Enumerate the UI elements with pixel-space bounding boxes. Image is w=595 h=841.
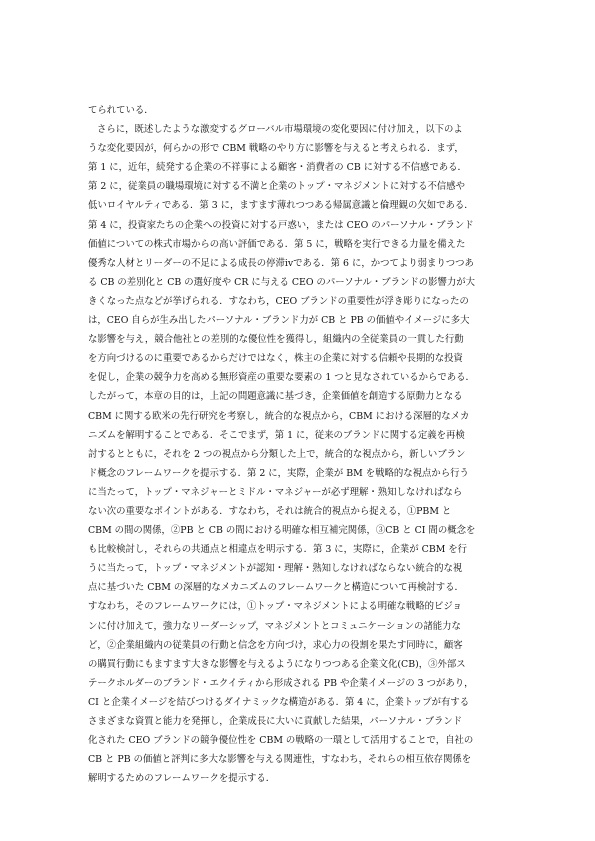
text-line: を促し，企業の競争力を高める無形資産の重要な要素の 1 つと見なされているからである． (88, 372, 475, 384)
text-line: CBM の間の関係，②PB と CB の間における明確な相互補完関係，③CB と CI 間の概念を (88, 525, 476, 537)
text-line: 討するとともに，それを 2 つの視点から分類した上で，統合的な視点から，新しいブラン (88, 448, 466, 460)
text-line: ンに付け加えて，強力なリーダーシップ，マネジメントとコミュニケーションの諸能力な (88, 620, 461, 632)
text-line: も比較検討し，それらの共通点と相違点を明示する．第 3 に，実際に，企業が CBM を行 (88, 544, 468, 556)
text-line: 解明するためのフレームワークを提示する． (88, 773, 276, 785)
text-line: る CB の差別化と CB の選好度や CR に与える CEO のパーソナル・ブランドの影響力が大 (88, 276, 476, 288)
text-line: きくなった点などが挙げられる．すなわち，CEO ブランドの重要性が浮き彫りになったの (88, 295, 469, 307)
text-line: 点に基づいた CBM の深層的なメカニズムのフレームワークと構造について再検討する． (88, 582, 464, 594)
text-line: に当たって，トップ・マネジャーとミドル・マネジャーが必ず理解・熟知しなければなら (88, 486, 463, 498)
text-line: ど，②企業組織内の従業員の行動と信念を方向づけ，求心力の役割を果たす同時に，顧客 (88, 639, 463, 651)
text-line: 優秀な人材とリーダーの不足による成長の停滞ivである．第 6 に，かつてより弱まりつつあ (88, 257, 474, 269)
text-line: 第 2 に，従業員の職場環境に対する不満と企業のトップ・マネジメントに対する不信感や (88, 181, 465, 193)
text-line: テークホルダーのブランド・エクイティから形成される PB や企業イメージの 3 つがあり， (88, 677, 474, 689)
text-line: 価値についての株式市場からの高い評価である．第 5 に，戦略を実行できる力量を備えた (88, 238, 466, 250)
text-line: さまざまな資質と能力を発揮し，企業成長に大いに貢献した結果，パーソナル・ブランド (88, 716, 463, 727)
text-line: うな変化要因が，何らかの形で CBM 戦略のやり方に影響を与えると考えられる．まず， (88, 143, 464, 155)
text-line: CBM に関する欧米の先行研究を考察し，統合的な視点から，CBM における深層的なメカ (88, 410, 470, 422)
text-line: 第 1 に，近年，続発する企業の不祥事による顧客・消費者の CB に対する不信感である． (88, 162, 467, 174)
text-line: ニズムを解明することである．そこでまず，第 1 に，従来のブランドに関する定義を再検 (88, 429, 465, 441)
text-line: したがって，本章の目的は，上記の問題意識に基づき，企業価値を創造する原動力となる (88, 391, 463, 403)
text-line: CI と企業イメージを結びつけるダイナミックな構造がある．第 4 に，企業トップが有する (88, 696, 470, 708)
text-line: うに当たって，トップ・マネジメントが認知・理解・熟知しなければならない統合的な視 (88, 563, 463, 575)
text-line: ド概念のフレームワークを提示する．第 2 に，実際，企業が BM を戦略的な視点から行う (88, 467, 469, 479)
text-line: な影響を与え，競合他社との差別的な優位性を獲得し，組織内の全従業員の一貫した行動 (88, 334, 464, 346)
text-line: てられている． (88, 105, 154, 116)
text-line: さらに，既述したような激変するグローバル市場環境の変化要因に付け加え，以下のよ (97, 124, 463, 136)
text-line: すなわち，そのフレームワークには，①トップ・マネジメントによる明確な戦略的ビジョ (88, 601, 462, 613)
text-line: は，CEO 自らが生み出したパーソナル・ブランド力が CB と PB の価値やイメージに多大 (88, 315, 470, 327)
text-line: を方向づけるのに重要であるからだけではなく，株主の企業に対する信頼や長期的な投資 (88, 353, 463, 365)
text-line: 低いロイヤルティである．第 3 に，ますます薄れつつある帰属意識と倫理観の欠如である． (88, 200, 474, 212)
text-line: CB と PB の価値と評判に多大な影響を与える関連性，すなわち，それらの相互依存関係を (88, 754, 472, 766)
text-line: ない次の重要なポイントがある．すなわち，それは統合的視点から捉える，①PBM と (88, 505, 452, 517)
text-line: の購買行動にもますます大きな影響を与えるようになりつつある企業文化(CB)，③外部ス (88, 658, 466, 670)
text-line: 第 4 に，投資家たちの企業への投資に対する戸惑い，または CEO のパーソナル・ブランド (88, 219, 474, 231)
document-page (88, 101, 508, 788)
text-line: 化された CEO ブランドの競争優位性を CBM の戦略の一環として活用することで，自社の (88, 735, 474, 747)
